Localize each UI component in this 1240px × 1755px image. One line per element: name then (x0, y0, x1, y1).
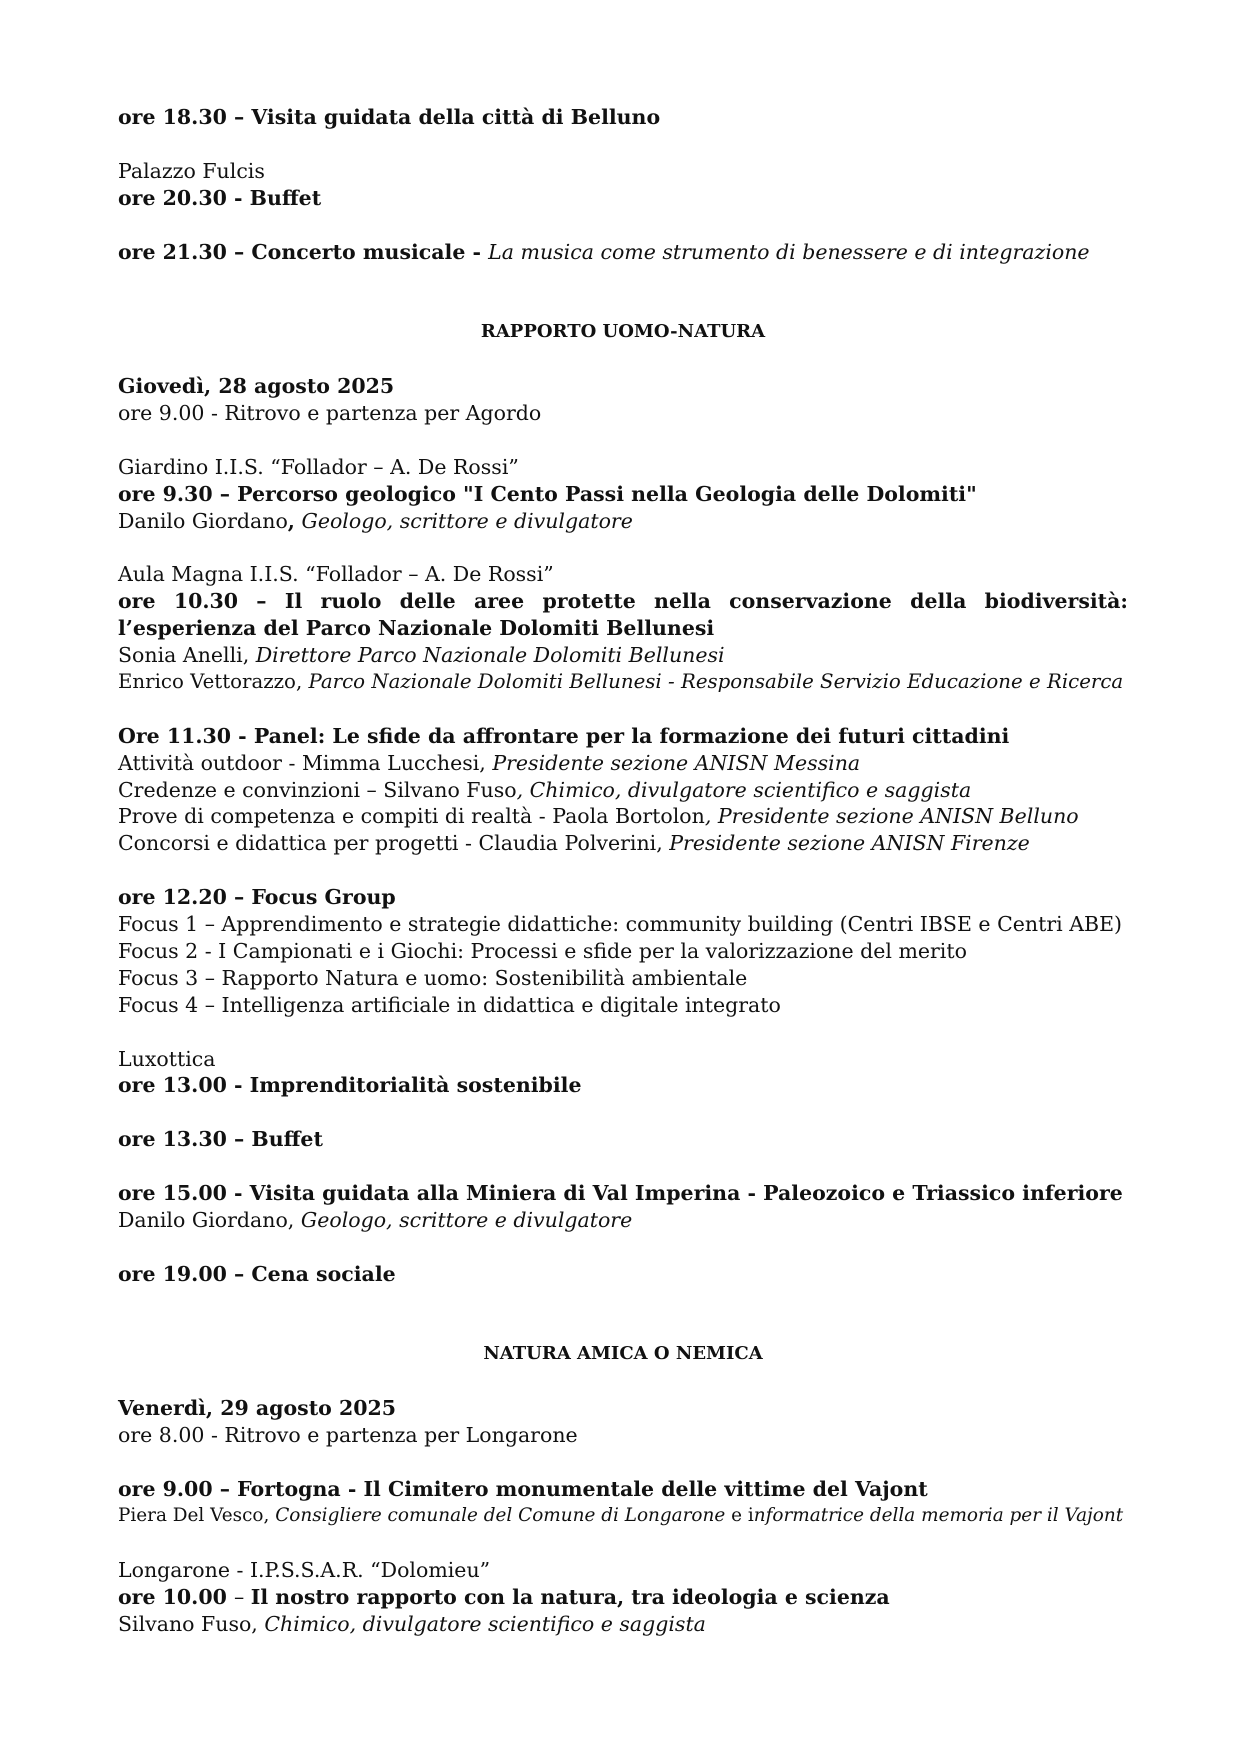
speaker-line (118, 1207, 1128, 1234)
panel-line: Credenze e convinzioni – Silvano Fuso, Chimico, divulgatore scientifico e saggista (118, 777, 972, 802)
event-title: Il nostro rapporto con la natura, tra ideologia e scienza (250, 1584, 890, 1609)
schedule-line: ore 8.00 - Ritrovo e partenza per Longarone (118, 1423, 578, 1448)
date-text: Venerdì, 29 agosto 2025 (118, 1396, 397, 1421)
speaker-role: Chimico, divulgatore scientifico e saggista (264, 1611, 706, 1636)
focus-line: Focus 1 – Apprendimento e strategie didattiche: community building (Centri IBSE e Centri ABE) (118, 912, 1123, 937)
location-line: Luxottica (118, 1046, 216, 1071)
event-line (118, 104, 1128, 131)
event-title: ore 9.00 – Fortogna - Il Cimitero monumentale delle vittime del Vajont (118, 1476, 928, 1501)
event-line (118, 1261, 1128, 1288)
event-line (118, 481, 1128, 508)
date-heading (118, 1395, 1128, 1422)
focus-line: Focus 2 - I Campionati e i Giochi: Processi e sfide per la valorizzazione del merito (118, 938, 967, 963)
location-line: Longarone - I.P.S.S.A.R. “Dolomieu” (118, 1557, 491, 1582)
event-line (118, 1126, 1128, 1153)
panel-line: Attività outdoor - Mimma Lucchesi, Presidente sezione ANISN Messina (118, 750, 861, 775)
focus-line: Focus 3 – Rapporto Natura e uomo: Sostenibilità ambientale (118, 965, 748, 990)
event-subtitle: La musica come strumento di benessere e di integrazione (488, 239, 1090, 264)
speaker-role: Consigliere comunale del Comune di Longarone (275, 1504, 726, 1526)
speaker-name: Enrico Vettorazzo, (118, 669, 309, 693)
event-title: ore 21.30 – Concerto musicale - (118, 239, 489, 264)
event-title: ore 13.00 - Imprenditorialità sostenibile (118, 1073, 582, 1098)
event-title: ore 15.00 - Visita guidata alla Miniera di Val Imperina - Paleozoico e Triassico inferiore (118, 1181, 1123, 1206)
event-line: ore 10.00 – Il nostro rapporto con la natura, tra ideologia e scienza (118, 1584, 890, 1609)
speaker-line: Danilo Giordano, Geologo, scrittore e divulgatore (118, 508, 633, 533)
location-line: Aula Magna I.I.S. “Follador – A. De Rossi” (118, 562, 554, 587)
event-title: Ore 11.30 - Panel: Le sfide da affrontare per la formazione dei futuri cittadini (118, 723, 1010, 748)
date-heading (118, 373, 1128, 400)
focus-line: Focus 4 – Intelligenza artificiale in didattica e digitale integrato (118, 992, 781, 1017)
event-line (118, 1476, 1128, 1503)
event-title: ore 9.30 – Percorso geologico "I Cento Passi nella Geologia delle Dolomiti" (118, 481, 977, 506)
event-line (118, 588, 1128, 642)
speaker-line (118, 1611, 1128, 1638)
speaker-name: Silvano Fuso, (118, 1611, 265, 1636)
document-page (118, 104, 1128, 1637)
speaker-role: Parco Nazionale Dolomiti Bellunesi - Responsabile Servizio Educazione e Ricerca (308, 669, 1124, 693)
speaker-role: Geologo, scrittore e divulgatore (294, 508, 633, 533)
speaker-name: Danilo Giordano (118, 508, 288, 533)
event-title: ore 20.30 - Buffet (118, 185, 322, 210)
event-line (118, 1072, 1128, 1099)
section-heading: RAPPORTO UOMO-NATURA (480, 321, 766, 343)
panel-line: Prove di competenza e compiti di realtà - Paola Bortolon, Presidente sezione ANISN Belluno (118, 804, 1079, 829)
speaker-line (118, 642, 1128, 669)
event-title: ore 12.20 – Focus Group (118, 885, 396, 910)
speaker-line: Piera Del Vesco, Consigliere comunale del Comune di Longarone e informatrice della memoria per il Vajont (118, 1504, 1124, 1526)
event-line (118, 185, 1128, 212)
location-line: Palazzo Fulcis (118, 158, 265, 183)
section-heading: NATURA AMICA O NEMICA (483, 1343, 763, 1365)
speaker-role: Direttore Parco Nazionale Dolomiti Bellunesi (255, 643, 725, 668)
speaker-line (118, 669, 1128, 696)
event-time: ore 10.00 (118, 1584, 234, 1609)
event-line (118, 239, 1128, 266)
event-line (118, 1180, 1128, 1207)
speaker-name: Piera Del Vesco, (118, 1504, 276, 1526)
event-title: ore 13.30 – Buffet (118, 1127, 323, 1152)
panel-line: Concorsi e didattica per progetti - Claudia Polverini, Presidente sezione ANISN Firenze (118, 831, 1030, 856)
schedule-line: ore 9.00 - Ritrovo e partenza per Agordo (118, 400, 542, 425)
speaker-role: Geologo, scrittore e divulgatore (300, 1207, 633, 1232)
location-line: Giardino I.I.S. “Follador – A. De Rossi” (118, 454, 519, 479)
event-line (118, 723, 1128, 750)
date-text: Giovedì, 28 agosto 2025 (118, 374, 395, 398)
speaker-name: Sonia Anelli, (118, 643, 256, 668)
event-title: ore 18.30 – Visita guidata della città di Belluno (118, 105, 661, 129)
event-title: ore 10.30 – Il ruolo delle aree protette nella conservazione della biodiversità: l’esperienza del Parco Nazionale Dolomiti Bellunesi (118, 589, 1128, 641)
event-title: ore 19.00 – Cena sociale (118, 1261, 396, 1286)
speaker-name: Danilo Giordano, (118, 1207, 301, 1232)
event-line (118, 884, 1128, 911)
